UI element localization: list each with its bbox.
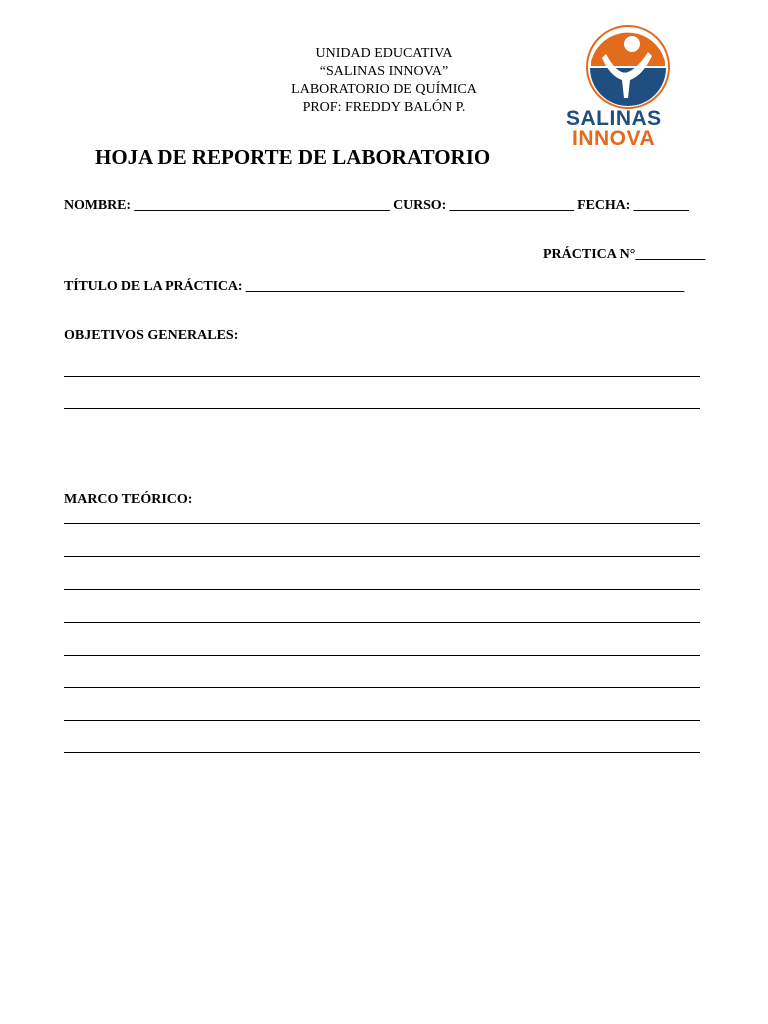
practice-number-field: PRÁCTICA N°__________: [543, 247, 706, 262]
logo-word-salinas: SALINAS: [566, 107, 662, 130]
objectives-line: [64, 376, 700, 377]
objectives-line: [64, 408, 700, 409]
page-title: HOJA DE REPORTE DE LABORATORIO: [95, 145, 491, 169]
header-line-1: UNIDAD EDUCATIVA: [315, 46, 453, 61]
header-line-4: PROF: FREDDY BALÓN P.: [302, 100, 466, 115]
header-line-2: “SALINAS INNOVA”: [319, 64, 449, 79]
theory-line: [64, 589, 700, 590]
theory-line: [64, 655, 700, 656]
theory-line: [64, 556, 700, 557]
theory-line: [64, 622, 700, 623]
theory-heading: MARCO TEÓRICO:: [64, 492, 193, 507]
person-circle-logo-icon: [566, 24, 690, 110]
theory-line: [64, 687, 700, 688]
header-line-3: LABORATORIO DE QUÍMICA: [291, 82, 477, 97]
name-course-date-row: NOMBRE: _____________________________________ CURSO: __________________ FECHA: ________: [64, 198, 689, 213]
salinas-innova-logo: [566, 24, 690, 150]
theory-line: [64, 523, 700, 524]
school-header: [234, 45, 534, 117]
objectives-heading: OBJETIVOS GENERALES:: [64, 328, 239, 343]
theory-line: [64, 720, 700, 721]
practice-title-field: TÍTULO DE LA PRÁCTICA: ________________________________________________________________: [64, 279, 685, 294]
theory-line: [64, 752, 700, 753]
logo-word-innova: INNOVA: [572, 127, 656, 150]
